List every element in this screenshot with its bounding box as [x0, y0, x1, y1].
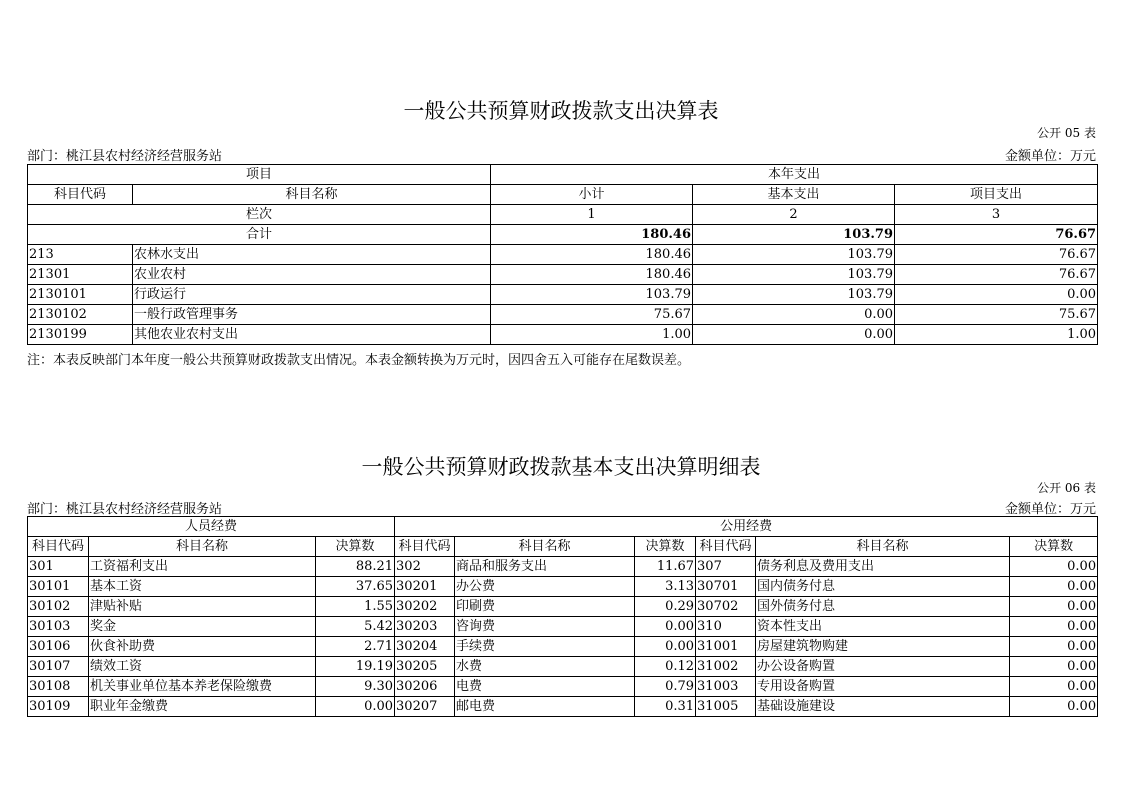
personnel-name-cell: 机关事业单位基本养老保险缴费 — [89, 677, 316, 697]
basic-cell: 103.79 — [693, 265, 895, 285]
public-name-cell: 办公费 — [455, 577, 635, 597]
other-amount-cell: 0.00 — [1010, 617, 1098, 637]
total-basic: 103.79 — [693, 225, 895, 245]
public-name-cell: 商品和服务支出 — [455, 557, 635, 577]
table-row — [28, 285, 1098, 305]
other-code-cell: 31002 — [696, 657, 756, 677]
total-label: 合计 — [28, 225, 491, 245]
personnel-code-cell: 301 — [28, 557, 89, 577]
subtotal-cell: 103.79 — [491, 285, 693, 305]
other-code-cell: 31001 — [696, 637, 756, 657]
public-amount-cell: 0.00 — [635, 637, 696, 657]
table-row — [28, 697, 1098, 717]
subject-code-cell: 2130101 — [28, 285, 133, 305]
column-number-row — [28, 205, 1098, 225]
personnel-amount-cell: 0.00 — [316, 697, 395, 717]
table-row — [28, 557, 1098, 577]
header-subject-code: 科目代码 — [28, 185, 133, 205]
personnel-code-cell: 30107 — [28, 657, 89, 677]
personnel-amount-cell: 88.21 — [316, 557, 395, 577]
public-amount-cell: 0.79 — [635, 677, 696, 697]
other-code-cell: 30701 — [696, 577, 756, 597]
table-row — [28, 325, 1098, 345]
other-amount-cell: 0.00 — [1010, 677, 1098, 697]
header-subject-code: 科目代码 — [28, 537, 89, 557]
public-code-cell: 30207 — [395, 697, 455, 717]
basic-cell: 0.00 — [693, 305, 895, 325]
table-row — [28, 305, 1098, 325]
basic-expenditure-detail-table — [27, 516, 1098, 717]
public-amount-cell: 3.13 — [635, 577, 696, 597]
public-code-cell: 30201 — [395, 577, 455, 597]
header-subject-code: 科目代码 — [696, 537, 756, 557]
public-name-cell: 咨询费 — [455, 617, 635, 637]
column-label: 栏次 — [28, 205, 491, 225]
total-row — [28, 225, 1098, 245]
header-personnel: 人员经费 — [28, 517, 395, 537]
header-subtotal: 小计 — [491, 185, 693, 205]
subject-code-cell: 2130199 — [28, 325, 133, 345]
table2-unit: 金额单位：万元 — [1004, 502, 1096, 517]
header-current-year: 本年支出 — [491, 165, 1098, 185]
personnel-amount-cell: 2.71 — [316, 637, 395, 657]
table-row — [28, 637, 1098, 657]
header-public: 公用经费 — [395, 517, 1098, 537]
header-subject-name: 科目名称 — [756, 537, 1010, 557]
subject-name-cell: 行政运行 — [133, 285, 491, 305]
table1-code: 公开 05 表 — [1037, 126, 1096, 140]
other-code-cell: 31003 — [696, 677, 756, 697]
project-cell: 0.00 — [895, 285, 1098, 305]
personnel-code-cell: 30108 — [28, 677, 89, 697]
subtotal-cell: 180.46 — [491, 245, 693, 265]
public-code-cell: 30205 — [395, 657, 455, 677]
other-name-cell: 国外债务付息 — [756, 597, 1010, 617]
budget-expenditure-table — [27, 164, 1098, 345]
subject-name-cell: 其他农业农村支出 — [133, 325, 491, 345]
table-row — [28, 265, 1098, 285]
subtotal-cell: 75.67 — [491, 305, 693, 325]
subject-code-cell: 2130102 — [28, 305, 133, 325]
public-amount-cell: 0.12 — [635, 657, 696, 677]
personnel-name-cell: 工资福利支出 — [89, 557, 316, 577]
other-amount-cell: 0.00 — [1010, 637, 1098, 657]
column-number: 1 — [491, 205, 693, 225]
header-subject-name: 科目名称 — [89, 537, 316, 557]
personnel-name-cell: 伙食补助费 — [89, 637, 316, 657]
subject-code-cell: 21301 — [28, 265, 133, 285]
basic-cell: 103.79 — [693, 285, 895, 305]
table-row — [28, 617, 1098, 637]
table1-department: 部门：桃江县农村经济经营服务站 — [27, 149, 223, 164]
personnel-amount-cell: 5.42 — [316, 617, 395, 637]
public-amount-cell: 0.00 — [635, 617, 696, 637]
public-name-cell: 手续费 — [455, 637, 635, 657]
other-amount-cell: 0.00 — [1010, 557, 1098, 577]
other-code-cell: 307 — [696, 557, 756, 577]
public-code-cell: 30206 — [395, 677, 455, 697]
header-item: 项目 — [28, 165, 491, 185]
other-amount-cell: 0.00 — [1010, 597, 1098, 617]
other-code-cell: 310 — [696, 617, 756, 637]
table-row — [28, 597, 1098, 617]
personnel-name-cell: 基本工资 — [89, 577, 316, 597]
project-cell: 76.67 — [895, 265, 1098, 285]
table1-note: 注：本表反映部门本年度一般公共预算财政拨款支出情况。本表金额转换为万元时，因四舍五入可能存在尾数误差。 — [27, 353, 691, 368]
public-code-cell: 30203 — [395, 617, 455, 637]
other-amount-cell: 0.00 — [1010, 577, 1098, 597]
public-name-cell: 水费 — [455, 657, 635, 677]
subject-name-cell: 一般行政管理事务 — [133, 305, 491, 325]
public-amount-cell: 0.29 — [635, 597, 696, 617]
subtotal-cell: 180.46 — [491, 265, 693, 285]
column-number: 3 — [895, 205, 1098, 225]
other-name-cell: 债务利息及费用支出 — [756, 557, 1010, 577]
table-row — [28, 677, 1098, 697]
header-basic: 基本支出 — [693, 185, 895, 205]
total-subtotal: 180.46 — [491, 225, 693, 245]
header-row — [28, 185, 1098, 205]
column-number: 2 — [693, 205, 895, 225]
other-amount-cell: 0.00 — [1010, 657, 1098, 677]
other-name-cell: 资本性支出 — [756, 617, 1010, 637]
personnel-code-cell: 30102 — [28, 597, 89, 617]
other-name-cell: 办公设备购置 — [756, 657, 1010, 677]
subject-name-cell: 农林水支出 — [133, 245, 491, 265]
basic-cell: 0.00 — [693, 325, 895, 345]
table2-department: 部门：桃江县农村经济经营服务站 — [27, 502, 223, 517]
header-row — [28, 517, 1098, 537]
public-name-cell: 邮电费 — [455, 697, 635, 717]
project-cell: 76.67 — [895, 245, 1098, 265]
public-code-cell: 30204 — [395, 637, 455, 657]
table-row — [28, 657, 1098, 677]
project-cell: 1.00 — [895, 325, 1098, 345]
header-subject-code: 科目代码 — [395, 537, 455, 557]
public-name-cell: 印刷费 — [455, 597, 635, 617]
table-row — [28, 245, 1098, 265]
personnel-amount-cell: 37.65 — [316, 577, 395, 597]
personnel-name-cell: 奖金 — [89, 617, 316, 637]
basic-cell: 103.79 — [693, 245, 895, 265]
public-name-cell: 电费 — [455, 677, 635, 697]
total-project: 76.67 — [895, 225, 1098, 245]
personnel-code-cell: 30106 — [28, 637, 89, 657]
public-amount-cell: 11.67 — [635, 557, 696, 577]
public-code-cell: 30202 — [395, 597, 455, 617]
other-name-cell: 专用设备购置 — [756, 677, 1010, 697]
table-row — [28, 577, 1098, 597]
other-amount-cell: 0.00 — [1010, 697, 1098, 717]
header-project: 项目支出 — [895, 185, 1098, 205]
header-subject-name: 科目名称 — [133, 185, 491, 205]
table1-title: 一般公共预算财政拨款支出决算表 — [403, 99, 719, 123]
other-name-cell: 国内债务付息 — [756, 577, 1010, 597]
header-subject-name: 科目名称 — [455, 537, 635, 557]
table2-code: 公开 06 表 — [1037, 481, 1096, 495]
header-row — [28, 165, 1098, 185]
subtotal-cell: 1.00 — [491, 325, 693, 345]
personnel-code-cell: 30109 — [28, 697, 89, 717]
personnel-code-cell: 30101 — [28, 577, 89, 597]
table2-title: 一般公共预算财政拨款基本支出决算明细表 — [361, 455, 761, 479]
header-amount: 决算数 — [316, 537, 395, 557]
other-code-cell: 31005 — [696, 697, 756, 717]
other-code-cell: 30702 — [696, 597, 756, 617]
subject-code-cell: 213 — [28, 245, 133, 265]
personnel-amount-cell: 19.19 — [316, 657, 395, 677]
subject-name-cell: 农业农村 — [133, 265, 491, 285]
header-amount: 决算数 — [635, 537, 696, 557]
personnel-amount-cell: 9.30 — [316, 677, 395, 697]
header-row — [28, 537, 1098, 557]
personnel-code-cell: 30103 — [28, 617, 89, 637]
other-name-cell: 基础设施建设 — [756, 697, 1010, 717]
personnel-name-cell: 绩效工资 — [89, 657, 316, 677]
table1-unit: 金额单位：万元 — [1004, 149, 1096, 164]
public-amount-cell: 0.31 — [635, 697, 696, 717]
personnel-name-cell: 职业年金缴费 — [89, 697, 316, 717]
project-cell: 75.67 — [895, 305, 1098, 325]
personnel-amount-cell: 1.55 — [316, 597, 395, 617]
personnel-name-cell: 津贴补贴 — [89, 597, 316, 617]
other-name-cell: 房屋建筑物购建 — [756, 637, 1010, 657]
header-amount: 决算数 — [1010, 537, 1098, 557]
public-code-cell: 302 — [395, 557, 455, 577]
